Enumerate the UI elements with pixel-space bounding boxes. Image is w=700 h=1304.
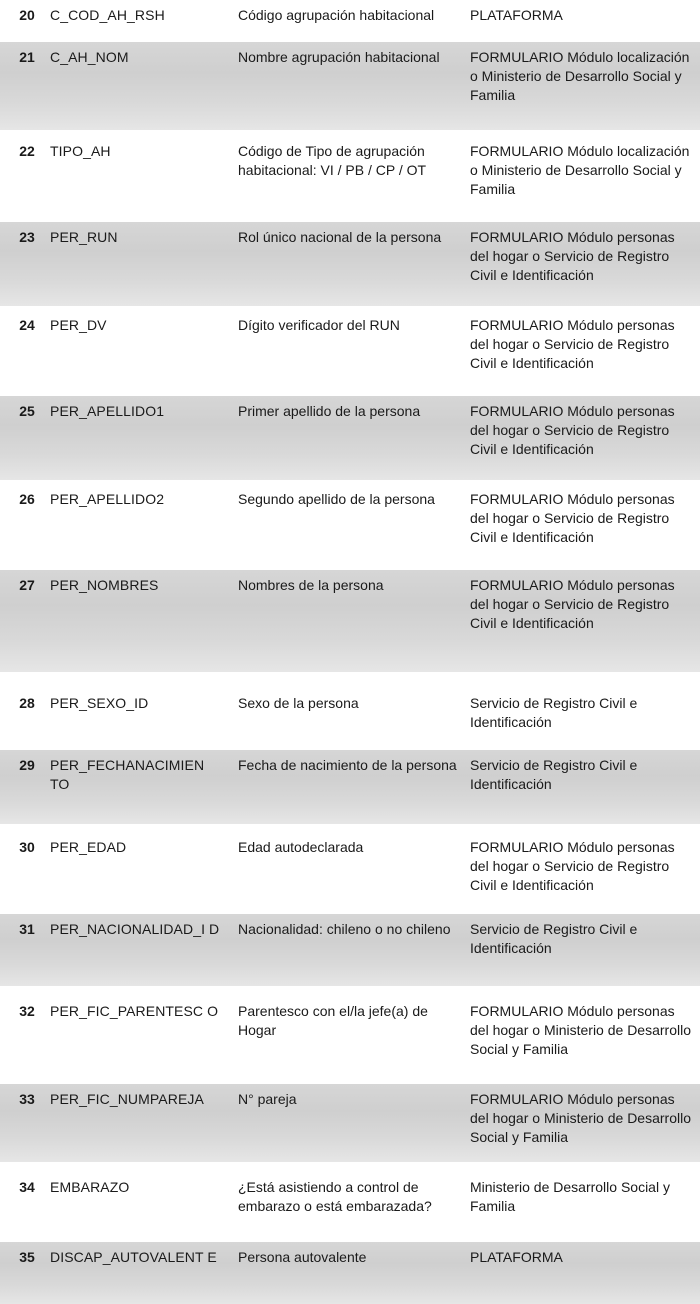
variable-source: FORMULARIO Módulo personas del hogar o Servicio de Registro Civil e Identificación <box>470 839 675 893</box>
variable-name: PER_RUN <box>50 229 118 245</box>
variable-description: Fecha de nacimiento de la persona <box>238 757 457 773</box>
row-number: 33 <box>19 1091 35 1107</box>
variable-source: Servicio de Registro Civil e Identificación <box>470 757 638 792</box>
row-number: 28 <box>19 695 35 711</box>
variable-source: FORMULARIO Módulo personas del hogar o Servicio de Registro Civil e Identificación <box>470 229 675 283</box>
row-number: 25 <box>19 403 35 419</box>
row-number: 32 <box>19 1003 35 1019</box>
row-number: 23 <box>19 229 35 245</box>
variable-source: Servicio de Registro Civil e Identificación <box>470 695 638 730</box>
variable-description: Nombre agrupación habitacional <box>238 49 440 65</box>
row-number: 30 <box>19 839 35 855</box>
row-number: 29 <box>19 757 35 773</box>
table-row <box>0 42 700 130</box>
table-row <box>0 1242 700 1304</box>
variable-name: PER_NACIONALIDAD_I D <box>50 921 220 937</box>
variable-source: PLATAFORMA <box>470 1249 563 1265</box>
variable-description: Edad autodeclarada <box>238 839 364 855</box>
variable-description: Parentesco con el/la jefe(a) de Hogar <box>238 1003 428 1038</box>
table-row <box>0 1172 700 1234</box>
table-row <box>0 688 700 740</box>
table-row <box>0 396 700 480</box>
variable-name: PER_APELLIDO1 <box>50 403 165 419</box>
table-row <box>0 1084 700 1162</box>
row-number: 20 <box>19 7 35 23</box>
variable-name: PER_FECHANACIMIEN TO <box>50 757 205 792</box>
variable-source: FORMULARIO Módulo personas del hogar o Ministerio de Desarrollo Social y Familia <box>470 1091 691 1145</box>
variable-name: PER_NOMBRES <box>50 577 159 593</box>
variable-name: PER_EDAD <box>50 839 127 855</box>
variable-name: C_AH_NOM <box>50 49 129 65</box>
variable-source: FORMULARIO Módulo personas del hogar o Servicio de Registro Civil e Identificación <box>470 403 675 457</box>
variable-source: Servicio de Registro Civil e Identificación <box>470 921 638 956</box>
variable-source: PLATAFORMA <box>470 7 563 23</box>
table-row <box>0 222 700 306</box>
variable-name: TIPO_AH <box>50 143 111 159</box>
row-number: 24 <box>19 317 35 333</box>
variable-description: Segundo apellido de la persona <box>238 491 435 507</box>
variable-description: Nombres de la persona <box>238 577 384 593</box>
row-number: 31 <box>19 921 35 937</box>
variable-description: Rol único nacional de la persona <box>238 229 442 245</box>
row-number: 34 <box>19 1179 35 1195</box>
variable-description: N° pareja <box>238 1091 297 1107</box>
variable-name: C_COD_AH_RSH <box>50 7 165 23</box>
variable-description: Persona autovalente <box>238 1249 367 1265</box>
variable-description: ¿Está asistiendo a control de embarazo o está embarazada? <box>238 1179 432 1214</box>
variable-name: EMBARAZO <box>50 1179 130 1195</box>
variable-name: PER_FIC_PARENTESC O <box>50 1003 219 1019</box>
variable-description: Código de Tipo de agrupación habitacional: VI / PB / CP / OT <box>238 143 427 178</box>
row-number: 35 <box>19 1249 35 1265</box>
variable-description: Dígito verificador del RUN <box>238 317 400 333</box>
row-number: 26 <box>19 491 35 507</box>
variable-source: FORMULARIO Módulo personas del hogar o Servicio de Registro Civil e Identificación <box>470 491 675 545</box>
table-row <box>0 570 700 672</box>
variable-description: Código agrupación habitacional <box>238 7 435 23</box>
variable-name: DISCAP_AUTOVALENT E <box>50 1249 217 1265</box>
table-row <box>0 832 700 914</box>
table-row <box>0 310 700 392</box>
variable-name: PER_DV <box>50 317 107 333</box>
table-row <box>0 750 700 824</box>
variable-description: Sexo de la persona <box>238 695 359 711</box>
row-number: 21 <box>19 49 35 65</box>
table-row <box>0 914 700 986</box>
variable-name: PER_SEXO_ID <box>50 695 149 711</box>
table-row <box>0 136 700 218</box>
row-number: 22 <box>19 143 35 159</box>
variable-name: PER_APELLIDO2 <box>50 491 165 507</box>
variable-source: FORMULARIO Módulo localización o Ministerio de Desarrollo Social y Familia <box>470 143 690 197</box>
row-number: 27 <box>19 577 35 593</box>
variable-source: FORMULARIO Módulo localización o Ministerio de Desarrollo Social y Familia <box>470 49 690 103</box>
table-row <box>0 996 700 1074</box>
variable-source: Ministerio de Desarrollo Social y Familia <box>470 1179 670 1214</box>
variable-source: FORMULARIO Módulo personas del hogar o Servicio de Registro Civil e Identificación <box>470 577 675 631</box>
table-row <box>0 0 700 38</box>
table-row <box>0 484 700 566</box>
variable-source: FORMULARIO Módulo personas del hogar o Ministerio de Desarrollo Social y Familia <box>470 1003 691 1057</box>
variable-name: PER_FIC_NUMPAREJA <box>50 1091 204 1107</box>
variable-description: Primer apellido de la persona <box>238 403 421 419</box>
variable-source: FORMULARIO Módulo personas del hogar o Servicio de Registro Civil e Identificación <box>470 317 675 371</box>
variable-description: Nacionalidad: chileno o no chileno <box>238 921 451 937</box>
